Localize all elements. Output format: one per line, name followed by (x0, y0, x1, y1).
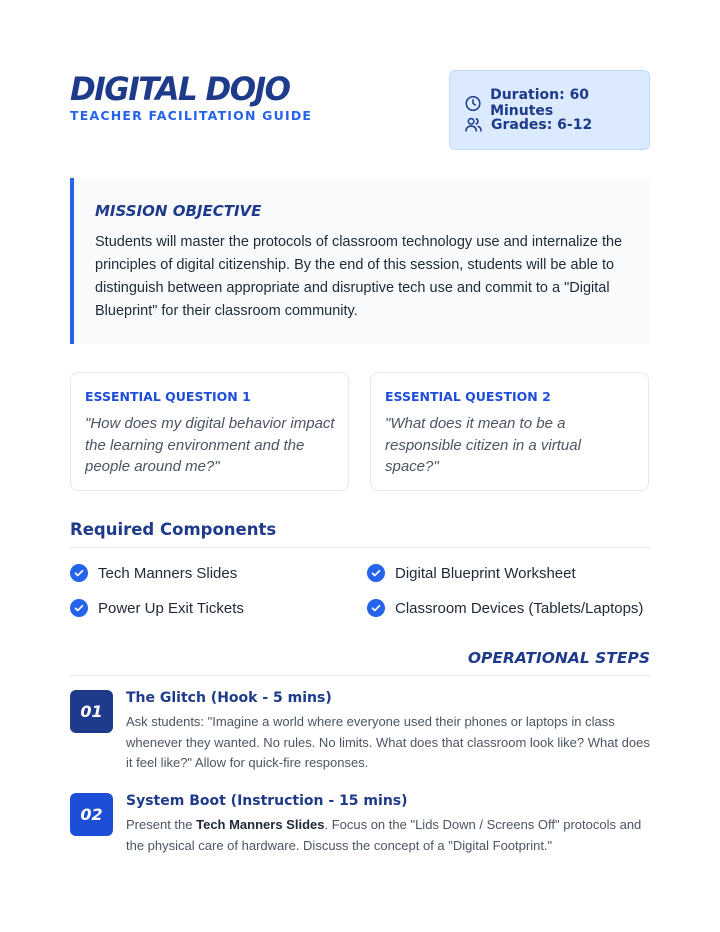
check-circle-icon (367, 599, 385, 617)
duration-text: Duration: 60 Minutes (490, 87, 590, 119)
component-item (367, 564, 576, 582)
step-description: Ask students: "Imagine a world where everyone used their phones or laptops in class whenever they wanted. No rules. No limits. What does that classroom look like? What does it feel like?" Allow for quick-fire responses. (126, 714, 650, 770)
grades-text: Grades: 6-12 (491, 116, 593, 133)
step-item (70, 793, 650, 858)
essential-question-label: ESSENTIAL QUESTION 2 (385, 389, 551, 404)
grades-row (464, 115, 592, 134)
mission-title: MISSION OBJECTIVE (95, 202, 262, 220)
step-description-text: Present the (126, 817, 197, 832)
essential-question-card-2 (370, 372, 649, 491)
step-title: System Boot (Instruction - 15 mins) (126, 793, 408, 809)
clock-icon (464, 94, 482, 113)
step-description-text: . Focus on the "Lids Down / Screens Off" protocols and the physical care of hardware. Discuss the concept of a "Digital Footprint." (126, 817, 642, 853)
section-divider (70, 547, 650, 548)
mission-objective-panel (70, 178, 650, 344)
step-description (126, 815, 652, 856)
check-circle-icon (70, 599, 88, 617)
users-icon (464, 115, 483, 134)
component-item (70, 599, 244, 617)
essential-question-text: "How does my digital behavior impact the learning environment and the people around me?" (85, 415, 335, 475)
mission-text: Students will master the protocols of classroom technology use and internalize the principles of digital citizenship. By the end of this session, students will be able to distinguish between appropriate and disruptive tech use and commit to a "Digital Blueprint" for their classroom community. (95, 234, 623, 319)
required-components-title: Required Components (70, 520, 277, 539)
component-item (367, 599, 643, 617)
component-label: Digital Blueprint Worksheet (395, 564, 576, 582)
session-meta-box (449, 70, 650, 150)
essential-question-text: "What does it mean to be a responsible citizen in a virtual space?" (385, 415, 581, 475)
check-circle-icon (367, 564, 385, 582)
page-subtitle: TEACHER FACILITATION GUIDE (70, 108, 313, 123)
step-item (70, 690, 650, 775)
step-number-badge: 01 (70, 690, 113, 733)
component-item (70, 564, 237, 582)
component-label: Power Up Exit Tickets (98, 599, 244, 617)
page-title: DIGITAL DOJO (70, 71, 290, 109)
essential-question-label: ESSENTIAL QUESTION 1 (85, 389, 251, 404)
step-description-emphasis: Tech Manners Slides (196, 817, 325, 832)
step-number-badge: 02 (70, 793, 113, 836)
step-title: The Glitch (Hook - 5 mins) (126, 690, 332, 706)
header (70, 70, 650, 150)
component-label: Tech Manners Slides (98, 564, 238, 582)
essential-question-card-1 (70, 372, 349, 491)
operational-steps-title: OPERATIONAL STEPS (467, 649, 650, 667)
section-divider (70, 675, 650, 676)
check-circle-icon (70, 564, 88, 582)
component-label: Classroom Devices (Tablets/Laptops) (395, 599, 644, 617)
